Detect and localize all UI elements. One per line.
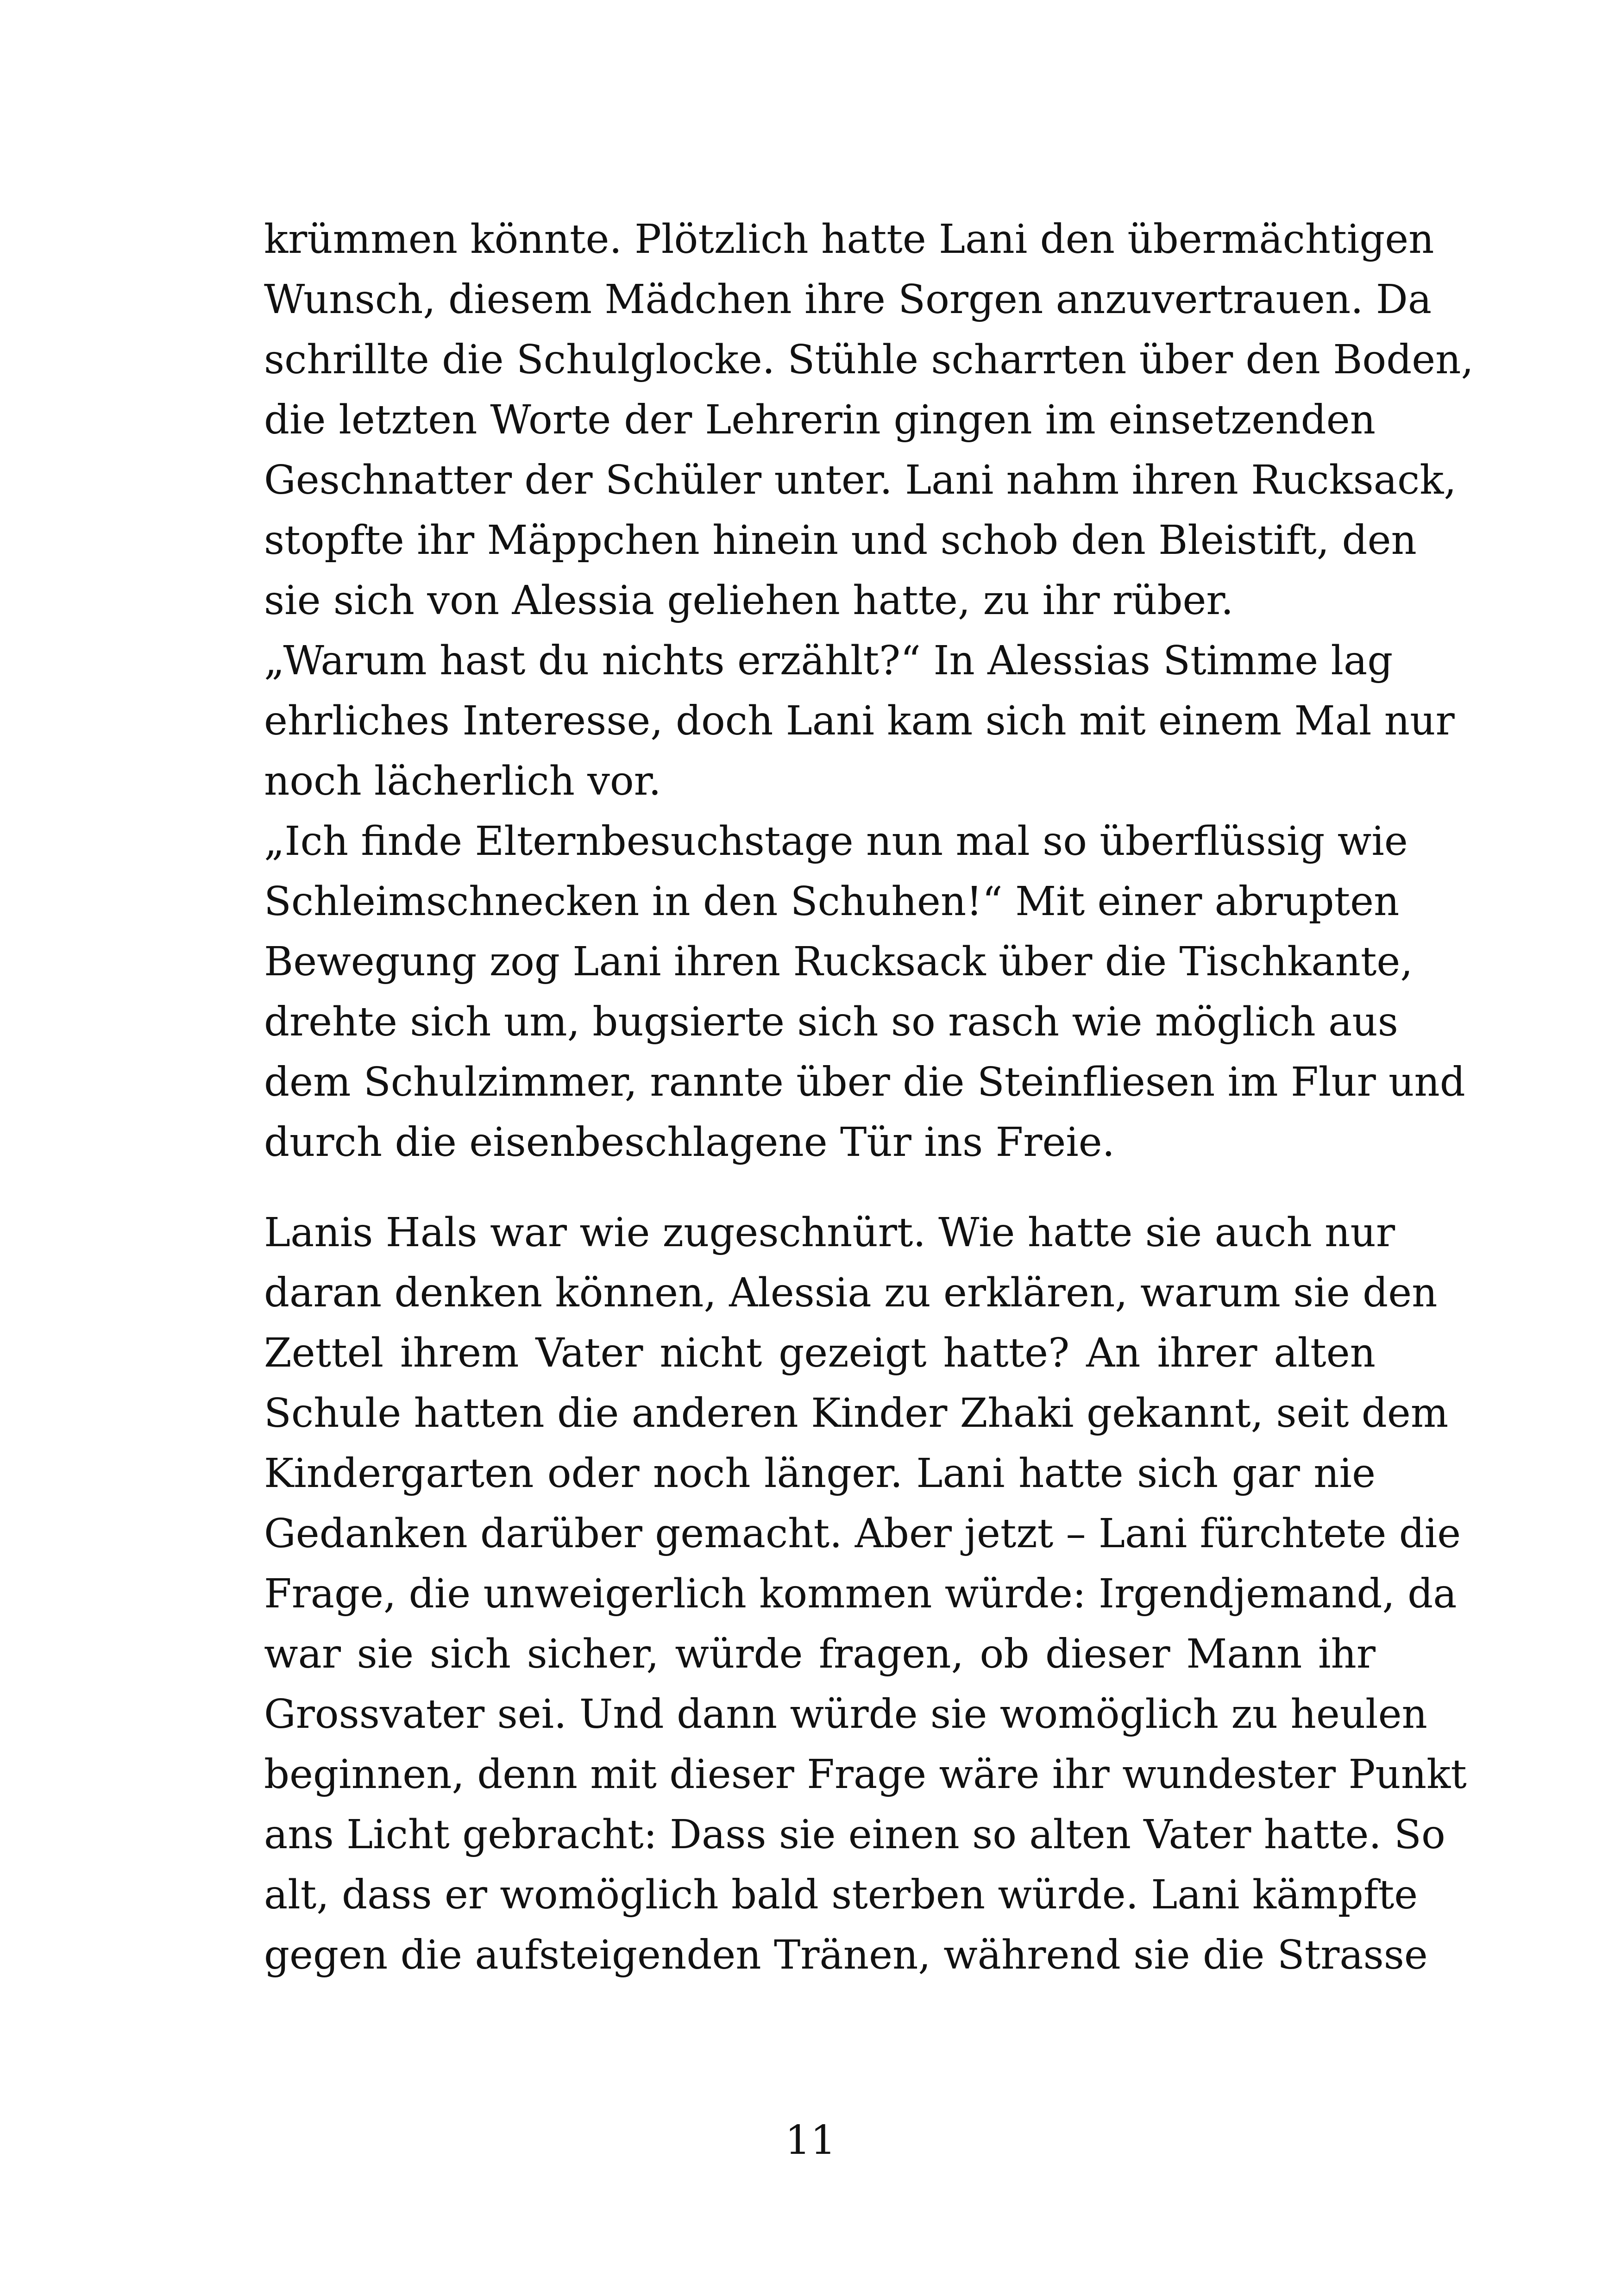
paragraph-2 (264, 1203, 1467, 1985)
text-line: Grossvater sei. Und dann würde sie womöglich zu heulen (264, 1691, 1427, 1738)
text-line: schrillte die Schulglocke. Stühle scharrten über den Boden, (264, 337, 1474, 383)
text-line: Gedanken darüber gemacht. Aber jetzt – Lani fürchtete die (264, 1511, 1461, 1557)
text-line: sie sich von Alessia geliehen hatte, zu ihr rüber. (264, 577, 1234, 624)
text-line: „Ich finde Elternbesuchstage nun mal so überflüssig wie (264, 818, 1408, 865)
text-line: Wunsch, diesem Mädchen ihre Sorgen anzuvertrauen. Da (264, 276, 1432, 323)
text-line: ehrliches Interesse, doch Lani kam sich mit einem Mal nur (264, 698, 1455, 744)
text-line: Kindergarten oder noch länger. Lani hatte sich gar nie (264, 1450, 1376, 1497)
page-number: 11 (785, 2117, 836, 2164)
text-line: daran denken können, Alessia zu erklären, warum sie den (264, 1270, 1438, 1316)
text-line: beginnen, denn mit dieser Frage wäre ihr wundester Punkt (264, 1751, 1467, 1798)
text-line: alt, dass er womöglich bald sterben würde. Lani kämpfte (264, 1872, 1418, 1918)
text-line: Lanis Hals war wie zugeschnürt. Wie hatte sie auch nur (264, 1210, 1395, 1256)
text-line: „Warum hast du nichts erzählt?“ In Alessias Stimme lag (264, 638, 1393, 684)
text-line: dem Schulzimmer, rannte über die Steinfliesen im Flur und (264, 1059, 1465, 1105)
text-line: Schleimschnecken in den Schuhen!“ Mit einer abrupten (264, 878, 1400, 925)
text-line: Geschnatter der Schüler unter. Lani nahm ihren Rucksack, (264, 457, 1457, 503)
text-line: gegen die aufsteigenden Tränen, während sie die Strasse (264, 1932, 1428, 1978)
text-line: Frage, die unweigerlich kommen würde: Irgendjemand, da (264, 1571, 1457, 1617)
text-line: Zettel ihrem Vater nicht gezeigt hatte? An ihrer alten (264, 1330, 1376, 1376)
text-line: ans Licht gebracht: Dass sie einen so alten Vater hatte. So (264, 1812, 1445, 1858)
text-line: noch lächerlich vor. (264, 758, 661, 804)
text-line: Schule hatten die anderen Kinder Zhaki gekannt, seit dem (264, 1390, 1449, 1437)
text-line: drehte sich um, bugsierte sich so rasch wie möglich aus (264, 999, 1398, 1045)
paragraph-1 (264, 209, 1474, 1173)
text-line: die letzten Worte der Lehrerin gingen im einsetzenden (264, 397, 1376, 443)
text-line: war sie sich sicher, würde fragen, ob dieser Mann ihr (264, 1631, 1376, 1677)
text-line: durch die eisenbeschlagene Tür ins Freie. (264, 1119, 1115, 1166)
text-line: stopfte ihr Mäppchen hinein und schob den Bleistift, den (264, 517, 1417, 564)
text-line: krümmen könnte. Plötzlich hatte Lani den übermächtigen (264, 216, 1434, 263)
text-line: Bewegung zog Lani ihren Rucksack über die Tischkante, (264, 939, 1413, 985)
